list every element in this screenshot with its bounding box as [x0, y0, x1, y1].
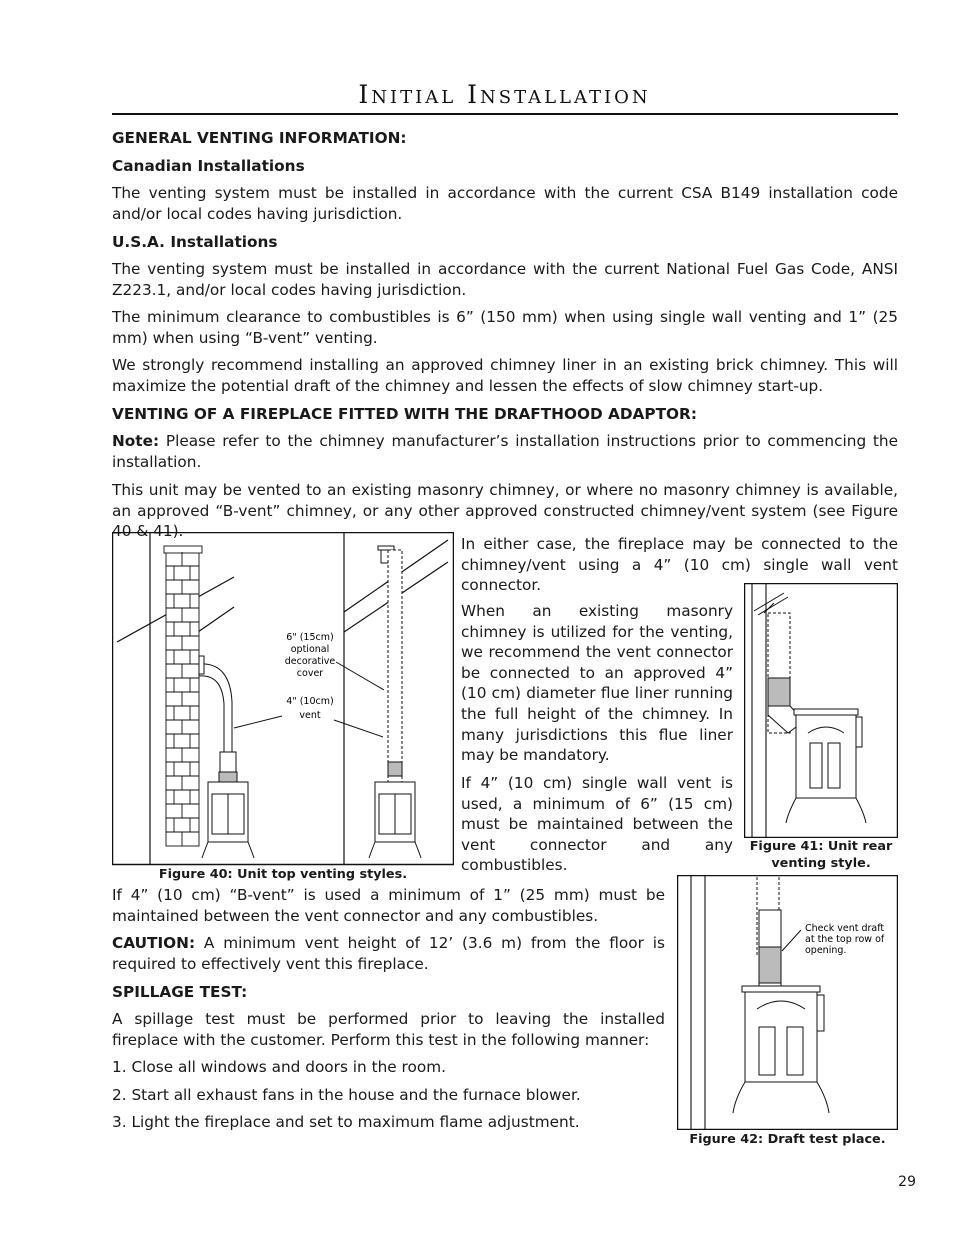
fig40-cover-label-3: decorative — [284, 656, 336, 667]
caution-paragraph — [112, 933, 665, 974]
usa-heading: U.S.A. Installations — [112, 233, 278, 251]
drafthood-heading: VENTING OF A FIREPLACE FITTED WITH THE DRAFTHOOD ADAPTOR: — [112, 405, 697, 423]
liner-text: We strongly recommend installing an approved chimney liner in an existing brick chimney. This will maximize the potential draft of the chimney and lessen the effects of slow chimney start-up. — [112, 356, 898, 395]
fig42-label-1: Check vent draft — [805, 923, 885, 934]
fig40-vent-label-2: vent — [299, 710, 321, 721]
fig40-cover-label-1: 6" (15cm) — [286, 632, 334, 643]
fig40-cover-label-2: optional — [290, 644, 330, 655]
note-paragraph — [112, 431, 898, 472]
step-2: 2. Start all exhaust fans in the house and the furnace blower. — [112, 1086, 581, 1104]
step-3: 3. Light the fireplace and set to maximum flame adjustment. — [112, 1113, 580, 1131]
usa-text: The venting system must be installed in accordance with the current National Fuel Gas Code, ANSI Z223.1, and/or local codes having jurisdiction. — [112, 260, 898, 299]
figure-41-caption-line-1: Figure 41: Unit rear — [749, 839, 893, 854]
figure-40-diagram — [112, 532, 454, 866]
spillage-text: A spillage test must be performed prior to leaving the installed fireplace with the customer. Perform this test in the following manner: — [112, 1010, 665, 1049]
masonry-text: When an existing masonry chimney is utilized for the venting, we recommend the vent connector be connected to an approved 4” (10 cm) diameter flue liner running the full height of the chimney. In many jurisdictions this flue liner may be mandatory. — [461, 602, 733, 765]
canadian-text: The venting system must be installed in accordance with the current CSA B149 installation code and/or local codes having jurisdiction. — [112, 184, 898, 223]
canadian-heading: Canadian Installations — [112, 157, 305, 175]
step-1: 1. Close all windows and doors in the room. — [112, 1058, 446, 1076]
spillage-heading: SPILLAGE TEST: — [112, 983, 248, 1001]
title-rule — [112, 113, 898, 115]
note-label: Note: — [112, 432, 160, 450]
fig40-cover-label-4: cover — [296, 668, 324, 679]
page-title: Initial Installation — [358, 80, 651, 109]
note-text: Please refer to the chimney manufacturer’s installation instructions prior to commencing the installation. — [112, 432, 898, 471]
figure-42-diagram — [677, 875, 898, 1130]
page-number: 29 — [898, 1174, 916, 1190]
fig42-label-3: opening. — [805, 945, 847, 956]
vented-text: This unit may be vented to an existing masonry chimney, or where no masonry chimney is available, an approved “B-vent” chimney, or any other approved constructed chimney/vent system (see Figure 40 & 41). — [112, 481, 898, 541]
figure-40-caption: Figure 40: Unit top venting styles. — [158, 867, 408, 882]
general-venting-heading: GENERAL VENTING INFORMATION: — [112, 129, 407, 147]
fig42-label-2: at the top row of — [805, 934, 885, 945]
single-wall-text: If 4” (10 cm) single wall vent is used, a minimum of 6” (15 cm) must be maintained between the vent connector and any combustibles. — [461, 774, 733, 875]
either-case-text: In either case, the fireplace may be connected to the chimney/vent using a 4” (10 cm) single wall vent connector. — [461, 535, 898, 595]
caution-label: CAUTION: — [112, 934, 196, 952]
clearance-text: The minimum clearance to combustibles is 6” (150 mm) when using single wall venting and 1” (25 mm) when using “B-vent” venting. — [112, 308, 898, 347]
caution-text: A minimum vent height of 12’ (3.6 m) from the floor is required to effectively vent this fireplace. — [112, 934, 665, 973]
figure-41-diagram — [744, 583, 898, 838]
figure-42-caption: Figure 42: Draft test place. — [689, 1132, 886, 1147]
figure-41-caption-line-2: venting style. — [771, 856, 871, 871]
fig40-vent-label-1: 4" (10cm) — [286, 696, 334, 707]
bvent-text: If 4” (10 cm) “B-vent” is used a minimum of 1” (25 mm) must be maintained between the vent connector and any combustibles. — [112, 886, 665, 925]
